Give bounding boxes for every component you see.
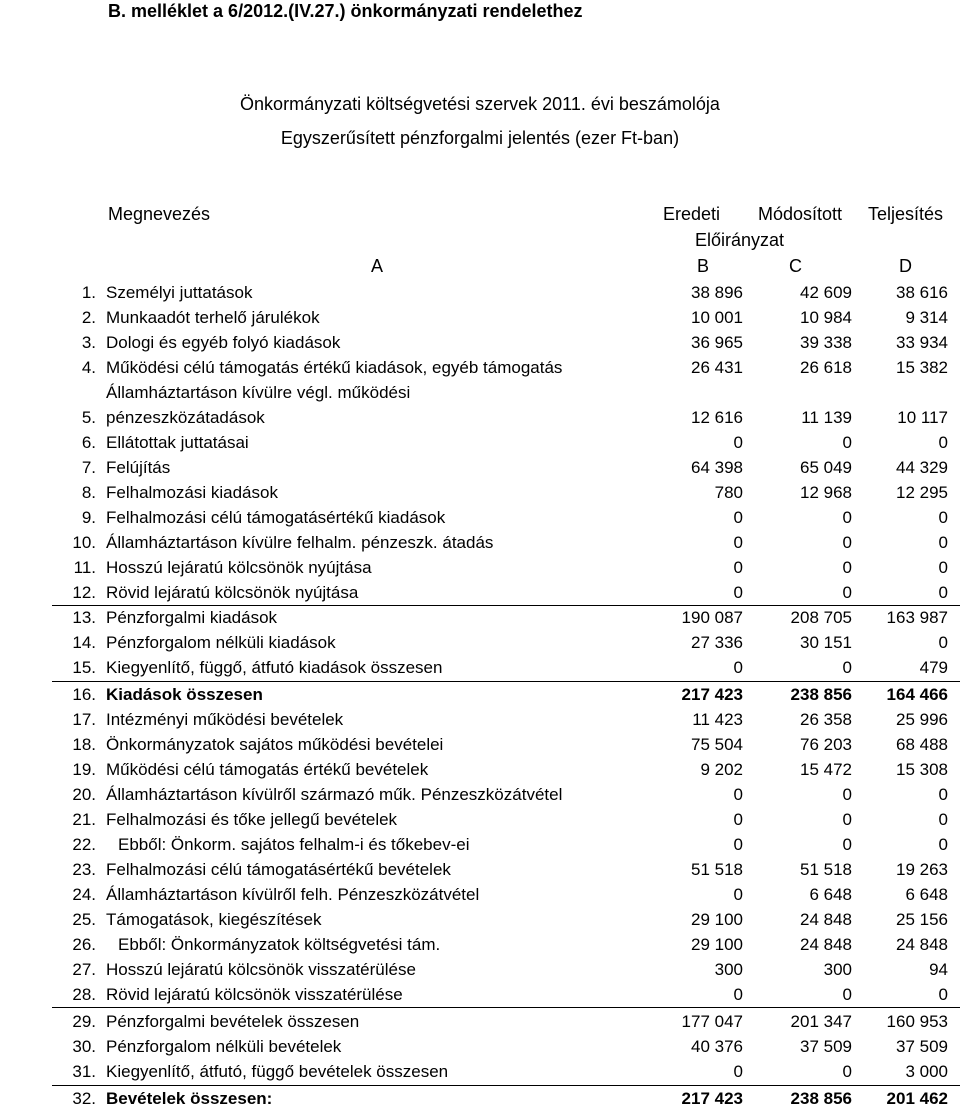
table-row	[0, 1035, 960, 1060]
value-eredeti: 9 202	[700, 760, 743, 779]
value-eredeti: 10 001	[691, 308, 743, 327]
value-modositott: 26 358	[800, 710, 852, 729]
table-row	[0, 1010, 960, 1035]
value-modositott: 26 618	[800, 358, 852, 377]
row-label: Intézményi működési bevételek	[106, 710, 344, 729]
value-eredeti: 0	[733, 810, 743, 829]
row-label: Felhalmozási célú támogatásértékű bevételek	[106, 860, 451, 879]
value-eredeti: 217 423	[681, 685, 743, 704]
value-eredeti: 29 100	[691, 935, 743, 954]
value-teljesites: 0	[938, 633, 948, 652]
row-number: 14.	[72, 633, 96, 652]
value-teljesites: 0	[938, 583, 948, 602]
value-eredeti: 300	[714, 960, 743, 979]
row-number: 1.	[81, 283, 96, 302]
table-row	[0, 656, 960, 681]
row-label: Felújítás	[106, 458, 171, 477]
table-row	[0, 758, 960, 783]
value-teljesites: 19 263	[896, 860, 948, 879]
row-label: Működési célú támogatás értékű bevételek	[106, 760, 429, 779]
header-note: B. melléklet a 6/2012.(IV.27.) önkormányzati rendelethez	[108, 1, 583, 21]
value-teljesites: 163 987	[886, 608, 948, 627]
value-teljesites: 0	[938, 533, 948, 552]
value-teljesites: 0	[938, 558, 948, 577]
table-divider	[52, 681, 960, 682]
value-teljesites: 9 314	[905, 308, 948, 327]
value-eredeti: 780	[714, 483, 743, 502]
value-eredeti: 190 087	[681, 608, 743, 627]
column-letter-d: D	[899, 256, 912, 276]
column-letter-a: A	[371, 256, 384, 276]
value-eredeti: 51 518	[691, 860, 743, 879]
value-teljesites: 37 509	[896, 1037, 948, 1056]
row-label: Bevételek összesen:	[106, 1089, 273, 1108]
row-number: 31.	[72, 1062, 96, 1081]
table-row	[0, 606, 960, 631]
table-row	[0, 683, 960, 708]
value-modositott: 6 648	[809, 885, 852, 904]
table-divider	[52, 605, 960, 606]
value-eredeti: 12 616	[691, 408, 743, 427]
row-label: Pénzforgalmi kiadások	[106, 608, 278, 627]
row-number: 30.	[72, 1037, 96, 1056]
value-teljesites: 33 934	[896, 333, 948, 352]
row-label: Ebből: Önkormányzatok költségvetési tám.	[118, 935, 441, 954]
row-label: Rövid lejáratú kölcsönök nyújtása	[106, 583, 359, 602]
row-label: Államháztartáson kívülre felhalm. pénzeszk. átadás	[106, 533, 494, 552]
value-teljesites: 25 996	[896, 710, 948, 729]
value-teljesites: 0	[938, 508, 948, 527]
table-row	[0, 733, 960, 758]
value-teljesites: 0	[938, 985, 948, 1004]
value-teljesites: 0	[938, 433, 948, 452]
table-row	[0, 1060, 960, 1085]
table-row	[0, 958, 960, 983]
table-row	[0, 406, 960, 431]
row-number: 10.	[72, 533, 96, 552]
row-label: pénzeszközátadások	[106, 408, 265, 427]
row-number: 15.	[72, 658, 96, 677]
value-eredeti: 27 336	[691, 633, 743, 652]
value-eredeti: 75 504	[691, 735, 743, 754]
row-label: Ebből: Önkorm. sajátos felhalm-i és tőkebev-ei	[118, 835, 470, 854]
row-number: 32.	[72, 1089, 96, 1108]
value-eredeti: 0	[733, 885, 743, 904]
document-title: Önkormányzati költségvetési szervek 2011. évi beszámolója	[240, 94, 720, 114]
value-eredeti: 40 376	[691, 1037, 743, 1056]
value-teljesites: 24 848	[896, 935, 948, 954]
value-eredeti: 0	[733, 985, 743, 1004]
row-number: 21.	[72, 810, 96, 829]
value-teljesites: 38 616	[896, 283, 948, 302]
value-eredeti: 29 100	[691, 910, 743, 929]
value-modositott: 24 848	[800, 910, 852, 929]
table-row	[0, 858, 960, 883]
row-label: Államháztartáson kívülről származó műk. Pénzeszközátvétel	[106, 785, 563, 804]
value-eredeti: 64 398	[691, 458, 743, 477]
row-number: 27.	[72, 960, 96, 979]
table-row	[0, 581, 960, 606]
table-row	[0, 281, 960, 306]
row-number: 11.	[73, 558, 96, 577]
row-number: 28.	[72, 985, 96, 1004]
value-teljesites: 6 648	[905, 885, 948, 904]
value-modositott: 0	[842, 583, 852, 602]
value-eredeti: 0	[733, 835, 743, 854]
row-number: 6.	[81, 433, 96, 452]
value-teljesites: 25 156	[896, 910, 948, 929]
value-modositott: 37 509	[800, 1037, 852, 1056]
value-eredeti: 36 965	[691, 333, 743, 352]
value-eredeti: 0	[733, 658, 743, 677]
table-row	[0, 783, 960, 808]
table-row	[0, 908, 960, 933]
value-teljesites: 3 000	[905, 1062, 948, 1081]
value-eredeti: 0	[733, 433, 743, 452]
row-label: Dologi és egyéb folyó kiadások	[106, 333, 341, 352]
value-modositott: 10 984	[800, 308, 852, 327]
row-number: 7.	[81, 458, 96, 477]
row-label: Pénzforgalmi bevételek összesen	[106, 1012, 360, 1031]
row-label: Felhalmozási és tőke jellegű bevételek	[106, 810, 398, 829]
row-label: Államháztartáson kívülre végl. működési	[106, 383, 411, 402]
row-number: 4.	[81, 358, 96, 377]
value-eredeti: 38 896	[691, 283, 743, 302]
row-number: 29.	[72, 1012, 96, 1031]
value-modositott: 0	[842, 985, 852, 1004]
value-modositott: 12 968	[800, 483, 852, 502]
table-row	[0, 431, 960, 456]
value-teljesites: 479	[919, 658, 948, 677]
column-header-name: Megnevezés	[108, 204, 211, 224]
value-modositott: 11 139	[801, 408, 852, 427]
value-modositott: 0	[842, 785, 852, 804]
value-eredeti: 0	[733, 583, 743, 602]
value-teljesites: 44 329	[896, 458, 948, 477]
table-divider	[52, 1007, 960, 1008]
table-row	[0, 306, 960, 331]
row-number: 12.	[72, 583, 96, 602]
value-modositott: 15 472	[800, 760, 852, 779]
value-modositott: 300	[823, 960, 852, 979]
value-eredeti: 0	[733, 558, 743, 577]
value-modositott: 0	[842, 835, 852, 854]
row-label: Kiegyenlítő, függő, átfutó kiadások összesen	[106, 658, 443, 677]
row-label: Hosszú lejáratú kölcsönök nyújtása	[106, 558, 372, 577]
document-subtitle: Egyszerűsített pénzforgalmi jelentés (ezer Ft-ban)	[280, 128, 680, 148]
value-teljesites: 0	[938, 810, 948, 829]
row-number: 9.	[81, 508, 96, 527]
column-header-b: Eredeti	[663, 204, 721, 224]
row-label: Felhalmozási kiadások	[106, 483, 278, 502]
value-modositott: 51 518	[800, 860, 852, 879]
value-modositott: 0	[842, 533, 852, 552]
table-row	[0, 883, 960, 908]
row-number: 23.	[72, 860, 96, 879]
row-label: Kiegyenlítő, átfutó, függő bevételek összesen	[106, 1062, 449, 1081]
value-teljesites: 12 295	[896, 483, 948, 502]
value-modositott: 0	[842, 1062, 852, 1081]
value-modositott: 0	[842, 508, 852, 527]
value-modositott: 0	[842, 658, 852, 677]
row-number: 18.	[72, 735, 96, 754]
table-row	[0, 356, 960, 381]
column-letter-c: C	[789, 256, 802, 276]
row-number: 3.	[81, 333, 96, 352]
row-label: Pénzforgalom nélküli kiadások	[106, 633, 336, 652]
table-row	[0, 708, 960, 733]
value-teljesites: 164 466	[886, 685, 948, 704]
value-modositott: 0	[842, 433, 852, 452]
value-modositott: 76 203	[800, 735, 852, 754]
value-eredeti: 0	[733, 533, 743, 552]
row-label: Felhalmozási célú támogatásértékű kiadások	[106, 508, 446, 527]
value-eredeti: 177 047	[681, 1012, 743, 1031]
row-number: 13.	[72, 608, 96, 627]
value-eredeti: 0	[733, 785, 743, 804]
value-modositott: 42 609	[800, 283, 852, 302]
table-row	[0, 481, 960, 506]
table-row	[0, 556, 960, 581]
row-label: Hosszú lejáratú kölcsönök visszatérülése	[106, 960, 416, 979]
value-teljesites: 201 462	[886, 1089, 948, 1108]
value-modositott: 24 848	[800, 935, 852, 954]
row-number: 26.	[72, 935, 96, 954]
value-teljesites: 10 117	[897, 408, 948, 427]
value-teljesites: 0	[938, 835, 948, 854]
table-row	[0, 1087, 960, 1112]
value-teljesites: 15 382	[896, 358, 948, 377]
value-eredeti: 26 431	[691, 358, 743, 377]
value-modositott: 30 151	[800, 633, 852, 652]
row-label: Kiadások összesen	[106, 685, 263, 704]
table-row	[0, 331, 960, 356]
column-header-d: Teljesítés	[868, 204, 944, 224]
table-row	[0, 833, 960, 858]
table-row	[0, 631, 960, 656]
value-modositott: 208 705	[790, 608, 852, 627]
column-letter-b: B	[697, 256, 710, 276]
row-label: Munkaadót terhelő járulékok	[106, 308, 320, 327]
value-teljesites: 160 953	[886, 1012, 948, 1031]
row-label: Támogatások, kiegészítések	[106, 910, 322, 929]
table-row	[0, 808, 960, 833]
row-number: 20.	[72, 785, 96, 804]
value-eredeti: 11 423	[692, 710, 743, 729]
row-label: Személyi juttatások	[106, 283, 253, 302]
row-number: 24.	[72, 885, 96, 904]
row-number: 8.	[81, 483, 96, 502]
row-label: Ellátottak juttatásai	[106, 433, 249, 452]
table-row	[0, 531, 960, 556]
table-row	[0, 506, 960, 531]
row-label: Önkormányzatok sajátos működési bevételei	[106, 735, 444, 754]
value-teljesites: 0	[938, 785, 948, 804]
table-divider	[52, 1085, 960, 1086]
row-label: Működési célú támogatás értékű kiadások, egyéb támogatás	[106, 358, 563, 377]
table-row	[0, 456, 960, 481]
value-modositott: 39 338	[800, 333, 852, 352]
value-eredeti: 0	[733, 1062, 743, 1081]
value-eredeti: 217 423	[681, 1089, 743, 1108]
row-number: 2.	[81, 308, 96, 327]
value-modositott: 0	[842, 810, 852, 829]
value-teljesites: 94	[929, 960, 948, 979]
column-header-subtitle: Előirányzat	[695, 230, 785, 250]
row-number: 5.	[81, 408, 96, 427]
value-modositott: 0	[842, 558, 852, 577]
row-number: 22.	[72, 835, 96, 854]
row-number: 19.	[72, 760, 96, 779]
value-modositott: 201 347	[790, 1012, 852, 1031]
value-modositott: 238 856	[790, 685, 852, 704]
table-row	[0, 381, 960, 406]
table-row	[0, 983, 960, 1008]
row-number: 17.	[72, 710, 96, 729]
value-teljesites: 15 308	[896, 760, 948, 779]
row-label: Pénzforgalom nélküli bevételek	[106, 1037, 342, 1056]
table-row	[0, 933, 960, 958]
row-number: 16.	[72, 685, 96, 704]
row-number: 25.	[72, 910, 96, 929]
column-header-c: Módosított	[758, 204, 843, 224]
value-modositott: 238 856	[790, 1089, 852, 1108]
row-label: Rövid lejáratú kölcsönök visszatérülése	[106, 985, 403, 1004]
value-teljesites: 68 488	[896, 735, 948, 754]
value-modositott: 65 049	[800, 458, 852, 477]
value-eredeti: 0	[733, 508, 743, 527]
row-label: Államháztartáson kívülről felh. Pénzeszközátvétel	[106, 885, 480, 904]
